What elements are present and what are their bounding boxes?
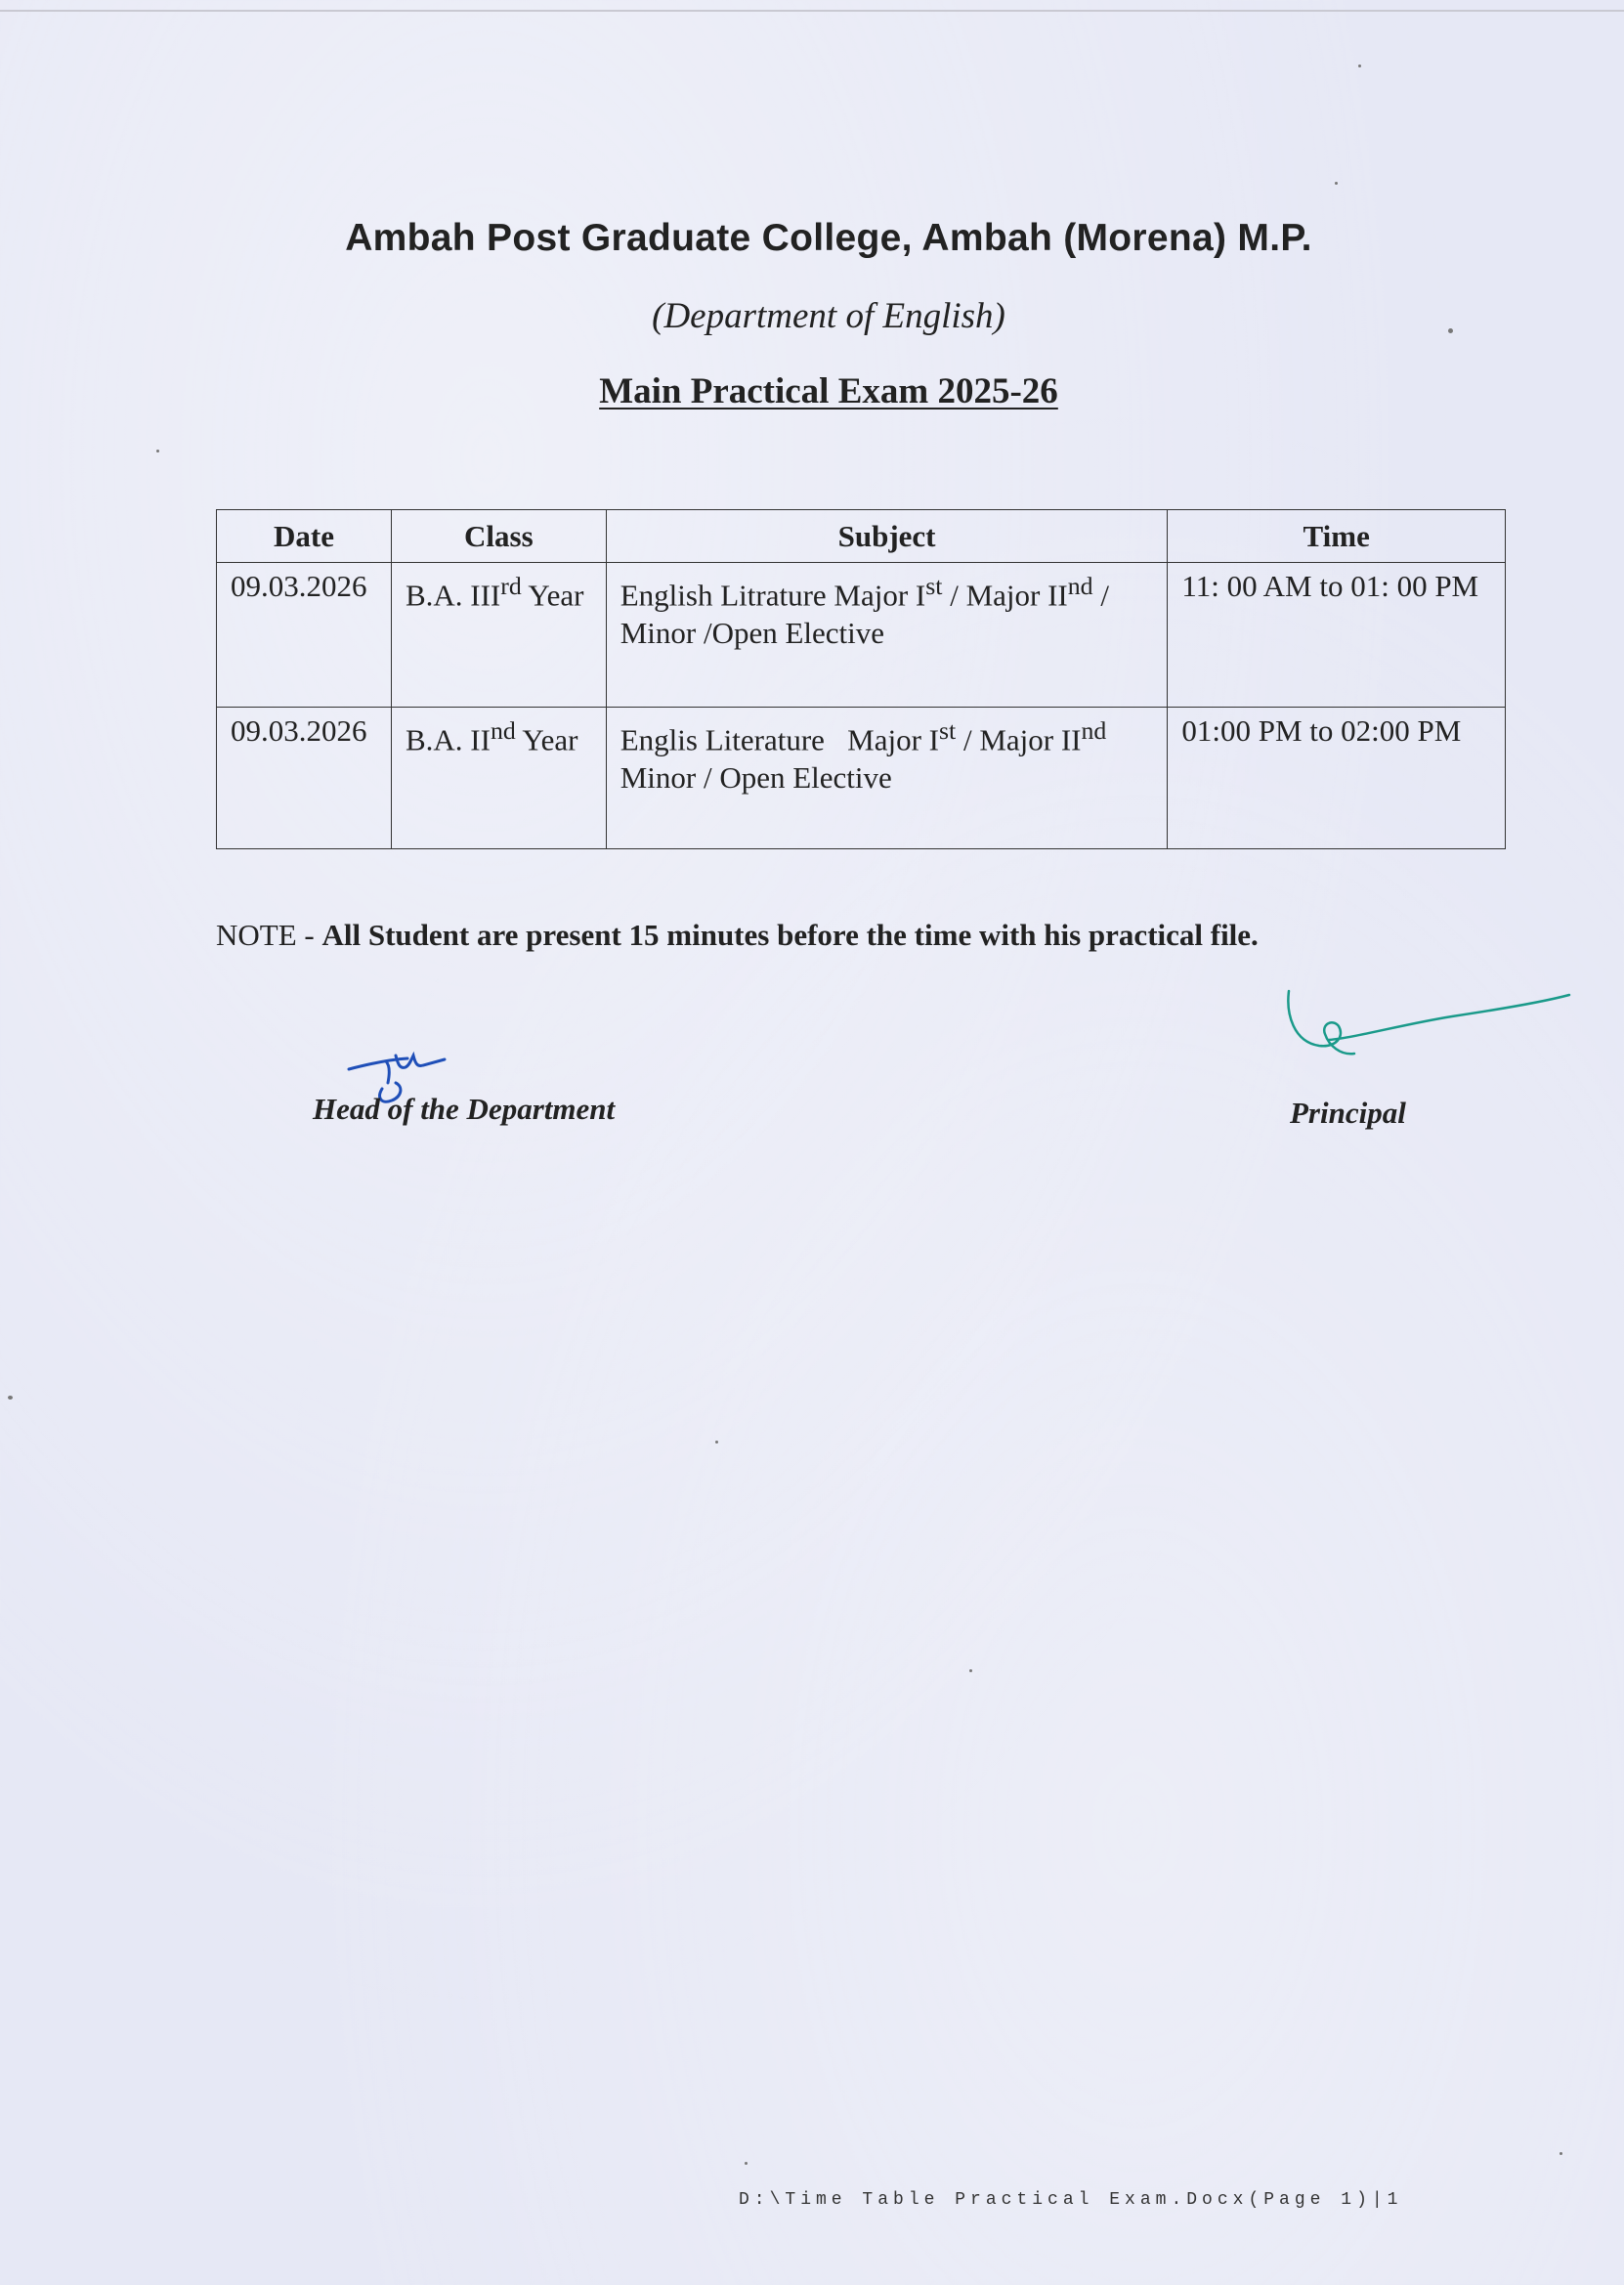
subject-part: / Major II [956, 722, 1082, 757]
subject-superscript: nd [1081, 716, 1107, 745]
footer-path: D:\Time Table Practical Exam.Docx(Page 1)|1 [739, 2190, 1403, 2210]
class-suffix: Year [521, 578, 584, 613]
scan-speck [1358, 65, 1361, 67]
subject-superscript: st [925, 572, 943, 600]
principal-signature-stroke [1288, 991, 1569, 1054]
department-name: (Department of English) [652, 296, 1005, 336]
exam-schedule-table [216, 509, 1506, 849]
scan-speck [715, 1441, 718, 1444]
class-superscript: nd [490, 716, 516, 745]
cell-date: 09.03.2026 [217, 708, 392, 849]
header-subject: Subject [606, 510, 1168, 563]
header-class: Class [391, 510, 606, 563]
class-superscript: rd [500, 572, 522, 600]
exam-title [0, 370, 1624, 412]
subject-superscript: st [939, 716, 957, 745]
scan-speck [156, 450, 159, 453]
subject-superscript: nd [1067, 572, 1093, 600]
scan-speck [1560, 2152, 1562, 2155]
note [216, 918, 1259, 953]
class-base: B.A. III [405, 578, 501, 613]
subject-part: / [1092, 578, 1109, 613]
scan-speck [1335, 182, 1338, 185]
principal-label: Principal [1290, 1096, 1406, 1130]
scan-speck [1448, 328, 1453, 333]
table-row [217, 563, 1506, 708]
header-date: Date [217, 510, 392, 563]
cell-subject [606, 563, 1168, 708]
header-time: Time [1168, 510, 1506, 563]
scan-edge-line [0, 10, 1624, 12]
hod-label: Head of the Department [313, 1092, 616, 1126]
subject-part: English Litrature Major I [620, 578, 926, 613]
class-base: B.A. II [405, 722, 491, 757]
cell-time: 01:00 PM to 02:00 PM [1168, 708, 1506, 849]
class-suffix: Year [515, 722, 578, 757]
subject-line2: Minor /Open Elective [620, 616, 885, 651]
cell-time: 11: 00 AM to 01: 00 PM [1168, 563, 1506, 708]
scan-speck [969, 1669, 972, 1672]
table-header-row [217, 510, 1506, 563]
principal-signature-icon [1286, 985, 1579, 1093]
subject-part: / Major II [942, 578, 1068, 613]
scan-speck [745, 2162, 748, 2165]
scan-speck [8, 1396, 13, 1400]
subject-part: Englis Literature Major I [620, 722, 939, 757]
college-name: Ambah Post Graduate College, Ambah (Morena) M.P. [345, 217, 1312, 259]
table-row [217, 708, 1506, 849]
exam-title-text: Main Practical Exam 2025-26 [599, 371, 1058, 411]
cell-date: 09.03.2026 [217, 563, 392, 708]
cell-class [391, 708, 606, 849]
cell-class [391, 563, 606, 708]
subject-line2: Minor / Open Elective [620, 760, 892, 796]
note-prefix: NOTE - [216, 918, 322, 952]
note-text: All Student are present 15 minutes before the time with his practical file. [321, 918, 1259, 952]
cell-subject [606, 708, 1168, 849]
